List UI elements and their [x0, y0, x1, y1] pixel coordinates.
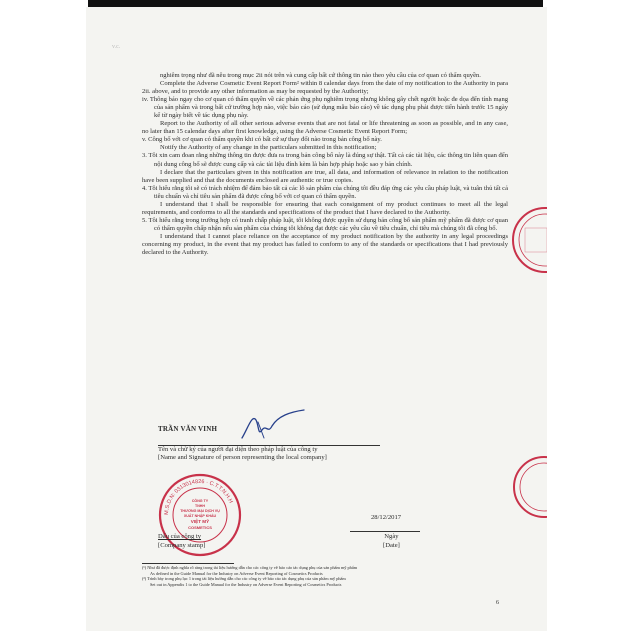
paragraph-en-responsible: I understand that I shall be responsible for ensuring that each consignment of my product continues to meet all the legal requirements, and conforms to all the standards and specifications of the product that I have declared to the Authority. — [142, 200, 508, 216]
signatory-name: TRẦN VĂN VINH — [158, 425, 218, 433]
paragraph-vi-item-3: 3. Tôi xin cam đoan rằng những thông tin được đưa ra trong bản công bố này là đúng sự thật. Tất cả các tài liệu, các thông tin liên quan đến nội dung công bố sẽ được cung cấp và các tài liệu đính kèm là bản hợp pháp hoặc sao y bản chính. — [142, 152, 508, 168]
corner-mark: v.c. — [112, 44, 121, 50]
footnote-1-vi: (¹) Như đã được định nghĩa rõ ràng trong tài liệu hướng dẫn cho các công ty về báo cáo tác dụng phụ của sản phẩm mỹ phẩm — [142, 565, 358, 570]
paragraph-en-report: Report to the Authority of all other serious adverse events that are not fatal or life threatening as soon as possible, and in any case, no later than 15 calendar days after first knowledge, using the Adverse Cosmetic Event Report Form; — [142, 120, 508, 136]
footnotes — [142, 565, 508, 588]
page-number: 6 — [496, 600, 499, 606]
stamp-line: TNHH — [195, 504, 205, 508]
stamp-label-vi: Dấu của công ty — [158, 533, 202, 540]
handwritten-signature — [238, 408, 308, 444]
stamp-label-en: [Company stamp] — [158, 541, 206, 549]
paragraph-vi-item-iv: iv. Thông báo ngay cho cơ quan có thẩm quyền về các phản ứng phụ nghiêm trọng nhưng không gây chết người hoặc đe dọa đến tính mạng của sản phẩm và trong bất cứ trường hợp nào, việc báo cáo (sử dụng mẫu báo cáo) về tác dụng phụ phải được tiến hành trước 15 ngày kể từ ngày biết về tác dụng phụ này. — [142, 96, 508, 120]
declaration-body — [142, 72, 508, 257]
footnote-1-en: As defined in the Guide Manual for the Industry on Adverse Event Reporting of Cosmetics Products — [150, 570, 323, 576]
stamp-line: THƯƠNG MẠI DỊCH VỤ — [180, 509, 220, 513]
paragraph-en-complete-form: Complete the Adverse Cosmetic Event Report Form² within 8 calendar days from the date of my notification to the Authority in para 2ii. above, and to provide any other information as may be requested by the Authority; — [142, 80, 508, 96]
stamp-line: CÔNG TY — [191, 499, 209, 503]
partial-stamp-upper — [503, 200, 547, 280]
paragraph-vi-item-v: v. Công bố với cơ quan có thẩm quyền khi có bất cứ sự thay đổi nào trong bản công bố này. — [142, 136, 382, 144]
stamp-ring-text: M.S.D.N: 0313014826 · C.T.T.N.H.H — [163, 478, 234, 516]
footnote-2-en: Set out in Appendix 1 to the Guide Manual for the Industry on Adverse Event Reporting of Cosmetics Products — [150, 582, 342, 588]
date-labels — [383, 533, 400, 550]
stamp-line: VIỆT MỸ — [190, 519, 210, 524]
signatory-label-en: [Name and Signature of person representing the local company] — [158, 454, 327, 462]
paragraph-en-reliance: I understand that I cannot place reliance on the acceptance of my product notification by the authority in any legal proceedings concerning my product, in the event that my product has failed to conform to any of the standards or specifications that I had previously declared to the Authority. — [142, 232, 508, 257]
date-label-vi: Ngày — [384, 533, 399, 540]
paragraph-vi-continuation: nghiêm trọng như đã nêu trong mục 2ii nói trên và cung cấp bất cứ thông tin nào theo yêu cầu của cơ quan có thẩm quyền. — [160, 72, 481, 79]
stamp-labels — [158, 533, 205, 550]
partial-stamp-lower — [500, 452, 547, 522]
date-value: 28/12/2017 — [371, 514, 402, 521]
paragraph-vi-item-4: 4. Tôi hiểu rằng tôi sẽ có trách nhiệm để đảm bảo tất cả các lô sản phẩm của chúng tôi đều đáp ứng các yêu cầu pháp luật, và tuân thủ tất cả tiêu chuẩn và chỉ tiêu sản phẩm đã được công bố với cơ quan có thẩm quyền. — [142, 184, 508, 200]
top-scan-edge — [88, 0, 543, 7]
date-line — [350, 531, 420, 532]
stamp-line: XUẤT NHẬP KHẨU — [183, 514, 217, 518]
paragraph-vi-item-5: 5. Tôi hiểu rằng trong trường hợp có tranh chấp pháp luật, tôi không được quyền sử dụng bản công bố sản phẩm mỹ phẩm đã được cơ quan có thẩm quyền chấp nhận nếu sản phẩm của chúng tôi không đạt được các yêu cầu về tiêu chuẩn, chỉ tiêu mà chúng tôi đã công bố. — [142, 216, 508, 232]
paragraph-en-notify: Notify the Authority of any change in the particulars submitted in this notification; — [160, 144, 377, 152]
paragraph-en-declare: I declare that the particulars given in this notification are true, all data, and information of relevance in relation to the notification have been supplied and that the documents enclosed are authentic or true copies. — [142, 168, 508, 184]
stamp-line: COSMETICS — [188, 525, 212, 530]
signatory-label-vi: Tên và chữ ký của người đại diện theo pháp luật của công ty — [158, 446, 318, 454]
footnote-rule — [142, 563, 234, 564]
date-label-en: [Date] — [383, 541, 400, 549]
footnote-2-vi: (²) Trình bày trong phụ lục 1 trong tài liệu hướng dẫn cho các công ty về báo cáo tác dụng phụ của sản phẩm mỹ phẩm — [142, 576, 346, 582]
